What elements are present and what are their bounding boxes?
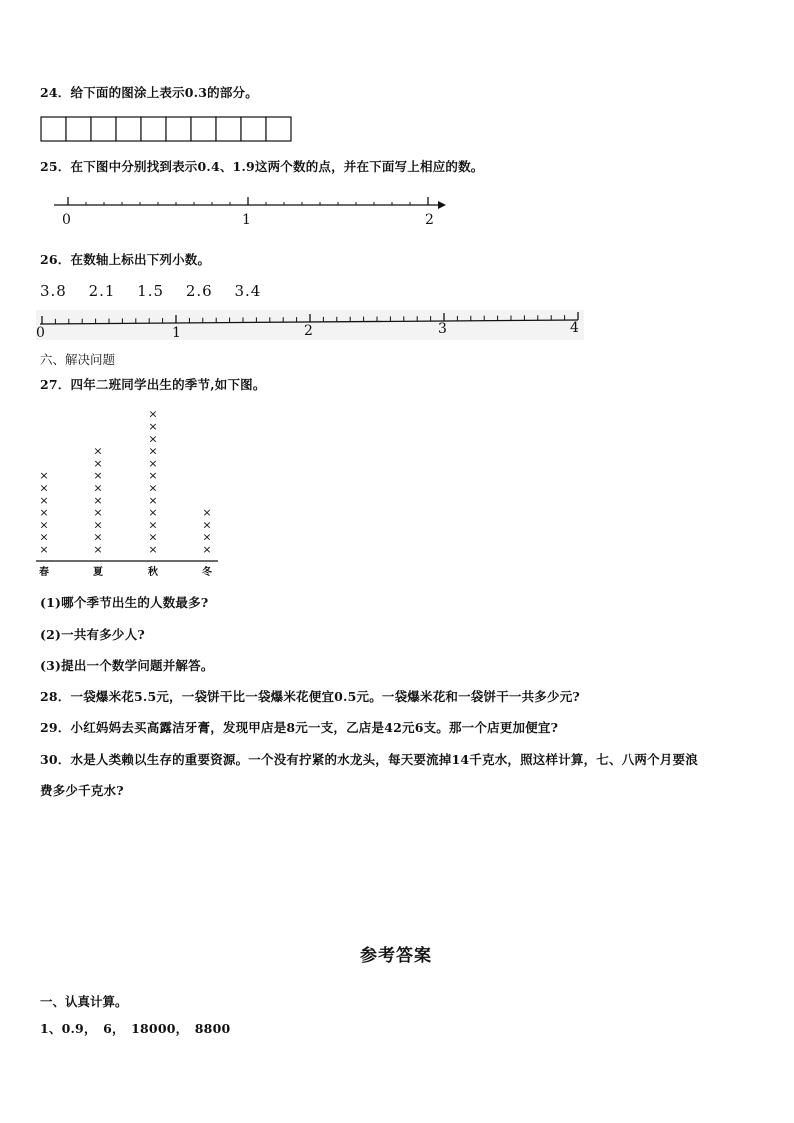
cross-mark-夏: × [93, 518, 103, 532]
q26-label-1: 1 [172, 325, 181, 341]
cross-mark-冬: × [202, 530, 212, 544]
cross-mark-春: × [39, 518, 49, 532]
question-27-sub1: (1)哪个季节出生的人数最多? [40, 595, 209, 610]
section-6-title: 六、解决问题 [40, 352, 116, 367]
cross-mark-秋: × [148, 432, 158, 446]
grid-cell [41, 117, 66, 141]
cross-mark-秋: × [148, 444, 158, 458]
question-27-sub3: (3)提出一个数学问题并解答。 [40, 658, 214, 673]
cross-mark-春: × [39, 530, 49, 544]
cross-mark-夏: × [93, 444, 103, 458]
q26-label-2: 2 [304, 323, 313, 339]
grid-cell [116, 117, 141, 141]
category-label: 冬 [202, 567, 212, 578]
q25-label-2: 2 [425, 212, 434, 228]
category-label: 秋 [148, 567, 158, 578]
cross-mark-秋: × [148, 506, 158, 520]
answer-section-1: 一、认真计算。 [40, 994, 128, 1009]
cross-mark-春: × [39, 493, 49, 507]
cross-mark-夏: × [93, 543, 103, 556]
q26-label-4: 4 [570, 320, 579, 336]
cross-mark-夏: × [93, 469, 103, 483]
q26-label-0: 0 [36, 325, 45, 341]
grid-cell [91, 117, 116, 141]
cross-mark-秋: × [148, 493, 158, 507]
cross-mark-冬: × [202, 518, 212, 532]
question-26: 26．在数轴上标出下列小数。 [40, 252, 211, 267]
answer-1: 1、0.9， 6， 18000， 8800 [40, 1021, 231, 1036]
question-24: 24．给下面的图涂上表示0.3的部分。 [40, 85, 258, 100]
category-label: 春 [39, 567, 49, 578]
question-27: 27．四年二班同学出生的季节,如下图。 [40, 377, 266, 392]
answer-title: 参考答案 [360, 946, 432, 966]
cross-mark-夏: × [93, 506, 103, 520]
category-label: 夏 [93, 567, 103, 578]
q25-label-1: 1 [242, 212, 251, 228]
cross-mark-秋: × [148, 543, 158, 556]
cross-mark-春: × [39, 469, 49, 483]
cross-mark-冬: × [202, 543, 212, 556]
cross-mark-秋: × [148, 469, 158, 483]
grid-cell [241, 117, 266, 141]
season-chart [36, 400, 226, 580]
cross-mark-夏: × [93, 493, 103, 507]
grid-cell [266, 117, 291, 141]
grid-strip [40, 116, 292, 142]
cross-mark-夏: × [93, 530, 103, 544]
grid-cell [166, 117, 191, 141]
cross-mark-春: × [39, 543, 49, 556]
grid-cell [191, 117, 216, 141]
cross-mark-秋: × [148, 530, 158, 544]
cross-mark-秋: × [148, 481, 158, 495]
cross-mark-秋: × [148, 407, 158, 421]
cross-mark-夏: × [93, 481, 103, 495]
cross-mark-秋: × [148, 420, 158, 433]
question-30-line2: 费多少千克水? [40, 783, 124, 798]
grid-cell [141, 117, 166, 141]
question-25: 25．在下图中分别找到表示0.4、1.9这两个数的点，并在下面写上相应的数。 [40, 159, 484, 174]
q26-label-3: 3 [438, 321, 447, 337]
question-28: 28．一袋爆米花5.5元，一袋饼干比一袋爆米花便宜0.5元。一袋爆米花和一袋饼干一共多少元? [40, 689, 580, 704]
question-29: 29．小红妈妈去买高露洁牙膏，发现甲店是8元一支，乙店是42元6支。那一个店更加便宜? [40, 720, 559, 735]
cross-mark-春: × [39, 506, 49, 520]
grid-cell [216, 117, 241, 141]
cross-mark-秋: × [148, 518, 158, 532]
cross-mark-夏: × [93, 456, 103, 470]
cross-mark-冬: × [202, 506, 212, 520]
cross-mark-秋: × [148, 456, 158, 470]
cross-mark-春: × [39, 481, 49, 495]
question-27-sub2: (2)一共有多少人? [40, 627, 145, 642]
question-30-line1: 30．水是人类赖以生存的重要资源。一个没有拧紧的水龙头，每天要流掉14千克水，照这样计算，七、八两个月要浪 [40, 752, 698, 767]
grid-cell [66, 117, 91, 141]
q26-numbers: 3.8 2.1 1.5 2.6 3.4 [40, 282, 262, 300]
q25-label-0: 0 [62, 212, 71, 228]
